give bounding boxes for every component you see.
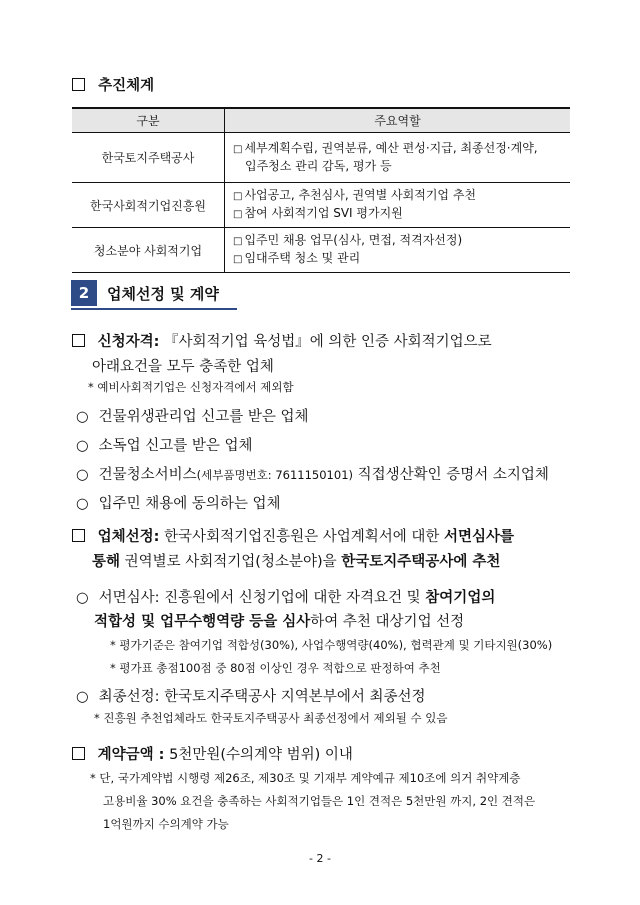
page-number: - 2 - (309, 852, 331, 865)
list-item (76, 463, 549, 484)
review-note: * 평가기준은 참여기업 적합성(30%), 사업수행역량(40%), 협력관계 및 기타지원(30%) (110, 638, 553, 652)
selection-text: 한국사회적기업진흥원은 사업계획서에 대한 (164, 529, 440, 545)
checkbox-square-icon (72, 747, 85, 760)
contract-note: 고용비율 30% 요건을 충족하는 사회적기업들은 1인 견적은 5천만원 까지, 2인 견적은 (103, 794, 536, 808)
selection-text-bold: 통해 (92, 554, 121, 570)
qualification-text: 『사회적기업 육성법』에 의한 인증 사회적기업으로 (164, 334, 492, 350)
section-number: 2 (71, 280, 97, 306)
circle-bullet-icon: ○ (76, 467, 89, 483)
contract-text: 5천만원(수의계약 범위) 이내 (169, 747, 353, 763)
bullet-square-icon: □ (233, 191, 243, 202)
contract-note: 1억원까지 수의계약 가능 (103, 817, 229, 831)
role-line: 입주민 채용 업무(심사, 면접, 적격자선정) (244, 233, 463, 247)
selection-line-1 (72, 525, 514, 546)
role-line: 임대주택 청소 및 관리 (244, 251, 361, 265)
section-underline (71, 308, 237, 310)
role-cell (225, 133, 571, 183)
org-cell: 청소분야 사회적기업 (72, 228, 225, 273)
qualification-line-2: 아래요건을 모두 충족한 업체 (92, 359, 274, 375)
contract-line (72, 743, 353, 764)
final-selection (76, 685, 425, 706)
list-item-text: 건물청소서비스 (98, 467, 197, 483)
roles-table (72, 107, 570, 273)
selection-label: 업체선정: (97, 529, 160, 545)
list-item-text: 건물위생관리업 신고를 받은 업체 (98, 409, 309, 425)
list-item (76, 492, 281, 513)
bullet-square-icon: □ (233, 254, 243, 265)
selection-line-2 (92, 550, 500, 571)
qualification-note: * 예비사회적기업은 신청자격에서 제외함 (88, 380, 294, 394)
selection-text-bold: 서면심사를 (444, 529, 515, 545)
list-item-text: 입주민 채용에 동의하는 업체 (98, 496, 281, 512)
section-title: 업체선정 및 계약 (107, 285, 219, 303)
section-title: 추진체계 (98, 78, 155, 94)
role-line: 입주청소 관리 감독, 평가 등 (245, 159, 392, 173)
column-header: 구분 (72, 108, 225, 133)
list-item (76, 434, 253, 455)
product-code: (세부품명번호: 7611150101) (196, 468, 353, 482)
circle-bullet-icon: ○ (76, 438, 89, 454)
role-line: 참여 사회적기업 SVI 평가지원 (244, 206, 403, 220)
checkbox-square-icon (72, 529, 85, 542)
org-cell: 한국토지주택공사 (72, 133, 225, 183)
qualification-label: 신청자격: (97, 334, 160, 350)
selection-text-bold: 한국토지주택공사에 추천 (341, 554, 501, 570)
column-header: 주요역할 (225, 108, 571, 133)
contract-label: 계약금액 : (97, 747, 165, 763)
list-item (76, 405, 309, 426)
circle-bullet-icon: ○ (76, 590, 89, 606)
list-item-text: 소독업 신고를 받은 업체 (98, 438, 253, 454)
checkbox-square-icon (72, 334, 85, 347)
bullet-square-icon: □ (233, 209, 243, 220)
circle-bullet-icon: ○ (76, 409, 89, 425)
table-header-row (72, 108, 570, 133)
review-text: 하여 추천 대상기업 선정 (310, 614, 465, 630)
role-cell (225, 183, 571, 228)
table-row (72, 133, 570, 183)
org-cell: 한국사회적기업진흥원 (72, 183, 225, 228)
final-selection-note: * 진흥원 추천업체라도 한국토지주택공사 최종선정에서 제외될 수 있음 (94, 711, 448, 725)
review-text: 서면심사: 진흥원에서 신청기업에 대한 자격요건 및 (98, 590, 421, 606)
table-row (72, 183, 570, 228)
bullet-square-icon: □ (233, 144, 243, 155)
table-row (72, 228, 570, 273)
circle-bullet-icon: ○ (76, 496, 89, 512)
section-heading-structure (72, 74, 154, 95)
review-note: * 평가표 총점100점 중 80점 이상인 경우 적합으로 판정하여 추천 (110, 661, 441, 675)
selection-text: 권역별로 사회적기업(청소분야)을 (124, 554, 337, 570)
bullet-square-icon: □ (233, 236, 243, 247)
role-cell (225, 228, 571, 273)
review-line-1 (76, 586, 495, 607)
role-line: 사업공고, 추천심사, 권역별 사회적기업 추천 (244, 188, 476, 202)
circle-bullet-icon: ○ (76, 689, 89, 705)
final-selection-text: 최종선정: 한국토지주택공사 지역본부에서 최종선정 (98, 689, 426, 705)
review-text-bold: 적합성 및 업무수행역량 등을 심사 (94, 614, 311, 630)
review-line-2 (94, 610, 464, 631)
qualification-line-1 (72, 330, 492, 351)
review-text-bold: 참여기업의 (425, 590, 496, 606)
role-line: 세부계획수립, 권역분류, 예산 편성·지급, 최종선정·계약, (244, 141, 538, 155)
contract-note: * 단, 국가계약법 시행령 제26조, 제30조 및 기재부 계약예규 제10조에 의거 취약계층 (90, 771, 521, 785)
list-item-text: 직접생산확인 증명서 소지업체 (357, 467, 549, 483)
checkbox-square-icon (72, 78, 85, 91)
